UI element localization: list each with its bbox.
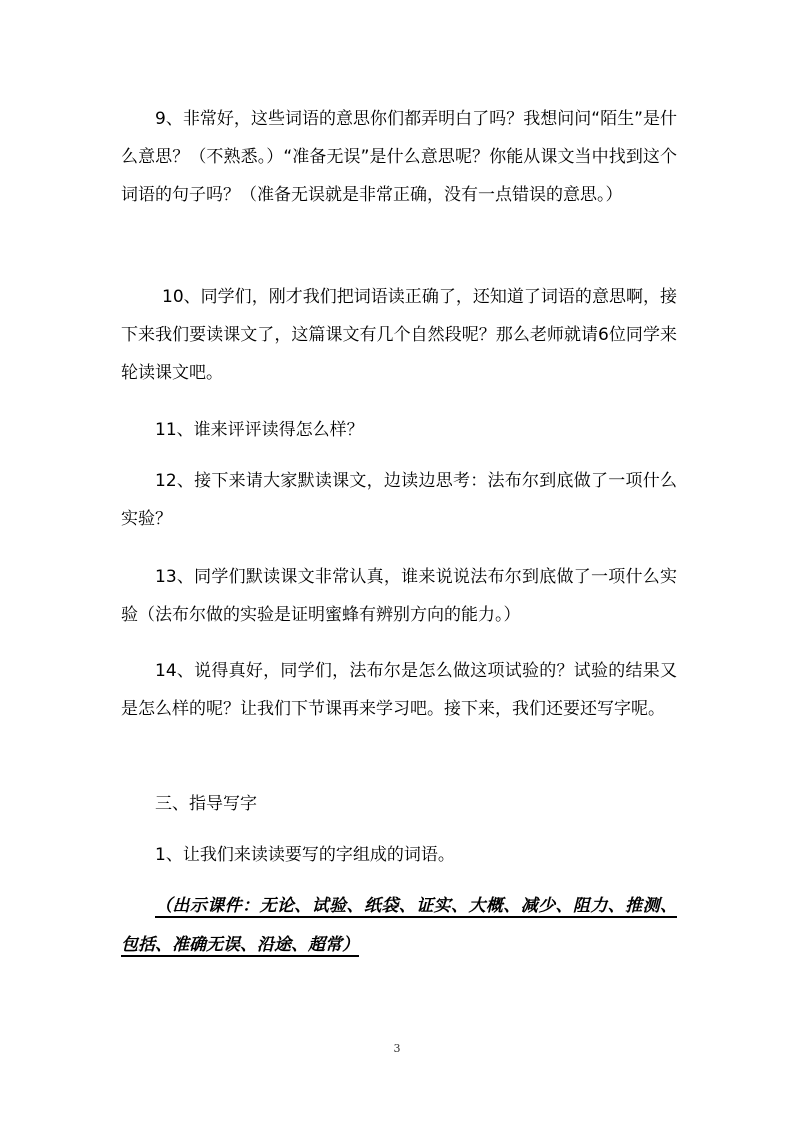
page-number: 3 — [393, 1042, 401, 1055]
section-heading-writing-guidance: 三、指导写字 — [155, 794, 257, 814]
paragraph-step-13: 13、同学们默读课文非常认真，谁来说说法布尔到底做了一项什么实验（法布尔做的实验是证明蜜蜂有辨别方向的能力。） — [121, 567, 677, 625]
courseware-word-list — [121, 887, 677, 965]
paragraph-step-14: 14、说得真好，同学们，法布尔是怎么做这项试验的？试验的结果又是怎么样的呢？让我们下节课再来学习吧。接下来，我们还要还写字呢。 — [121, 661, 677, 719]
paragraph-step-11: 11、谁来评评读得怎么样？ — [155, 420, 364, 440]
courseware-word-list-text: （出示课件：无论、试验、纸袋、证实、大概、减少、阻力、推测、包括、准确无误、沿途、超常） — [121, 896, 677, 955]
paragraph-step-10: 10、同学们，刚才我们把词语读正确了，还知道了词语的意思啊，接下来我们要读课文了，这篇课文有几个自然段呢？那么老师就请6位同学来轮读课文吧。 — [121, 287, 677, 383]
paragraph-writing-step-1: 1、让我们来读读要写的字组成的词语。 — [155, 845, 455, 865]
paragraph-step-12: 12、接下来请大家默读课文，边读边思考：法布尔到底做了一项什么实验？ — [121, 471, 677, 529]
paragraph-step-9: 9、非常好，这些词语的意思你们都弄明白了吗？我想问问“陌生”是什么意思？（不熟悉。）“准备无误”是什么意思呢？你能从课文当中找到这个词语的句子吗？（准备无误就是非常正确，没有一点错误的意思。） — [121, 109, 677, 205]
